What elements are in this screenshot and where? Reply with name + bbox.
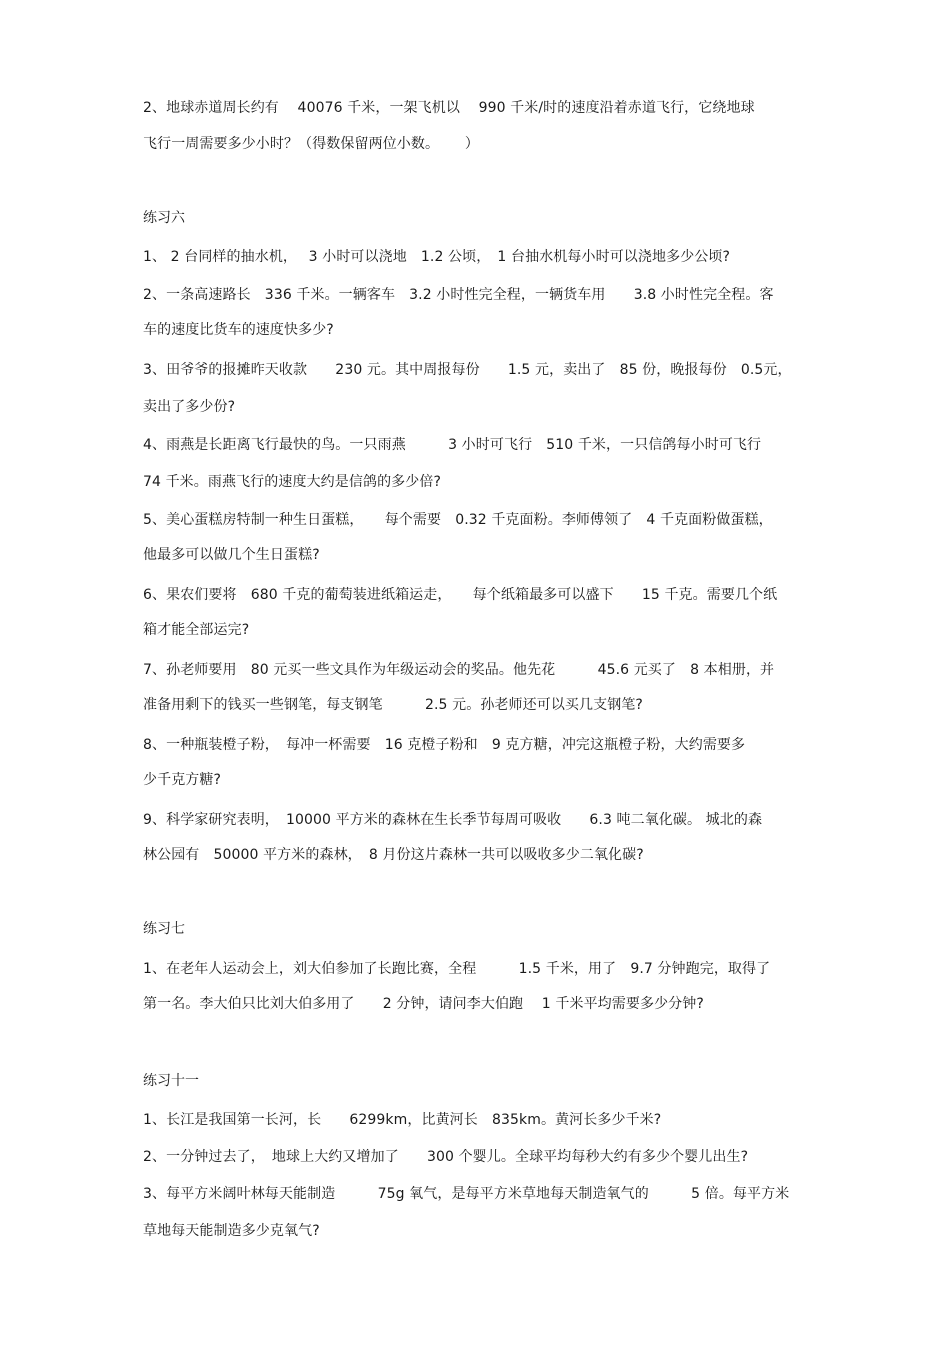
problem-line: 少千克方糖? <box>143 772 222 788</box>
problem-line: 5、美心蛋糕房特制一种生日蛋糕， 每个需要 0.32 千克面粉。李师傅领了 4 千克面粉做蛋糕， <box>143 512 773 528</box>
problem-line: 卖出了多少份? <box>143 399 236 415</box>
problem-line: 2、一分钟过去了， 地球上大约又增加了 300 个婴儿。全球平均每秒大约有多少个婴儿出生? <box>143 1149 749 1165</box>
problem-line: 8、一种瓶装橙子粉， 每冲一杯需要 16 克橙子粉和 9 克方糖，冲完这瓶橙子粉，大约需要多 <box>143 737 746 753</box>
problem-line: 他最多可以做几个生日蛋糕? <box>143 547 320 563</box>
problem-line: 74 千米。雨燕飞行的速度大约是信鸽的多少倍? <box>143 474 441 490</box>
problem-line: 第一名。李大伯只比刘大伯多用了 2 分钟，请问李大伯跑 1 千米平均需要多少分钟? <box>143 996 704 1012</box>
problem-line: 3、每平方米阔叶林每天能制造 75g 氧气，是每平方米草地每天制造氧气的 5 倍。每平方米 <box>143 1186 790 1202</box>
problem-line: 草地每天能制造多少克氧气? <box>143 1223 320 1239</box>
problem-line: 车的速度比货车的速度快多少? <box>143 322 334 338</box>
problem-line: 9、科学家研究表明， 10000 平方米的森林在生长季节每周可吸收 6.3 吨二氧化碳。 城北的森 <box>143 812 763 828</box>
section-heading-7: 练习七 <box>143 921 185 937</box>
problem-line: 林公园有 50000 平方米的森林， 8 月份这片森林一共可以吸收多少二氧化碳? <box>143 847 644 863</box>
problem-line: 2、一条高速路长 336 千米。一辆客车 3.2 小时性完全程，一辆货车用 3.8 小时性完全程。客 <box>143 287 774 303</box>
problem-line: 3、田爷爷的报摊昨天收款 230 元。其中周报每份 1.5 元，卖出了 85 份，晚报每份 0.5元， <box>143 362 792 378</box>
section-heading-11: 练习十一 <box>143 1073 199 1089</box>
problem-line: 1、 2 台同样的抽水机， 3 小时可以浇地 1.2 公顷， 1 台抽水机每小时可以浇地多少公顷? <box>143 249 731 265</box>
problem-line: 箱才能全部运完? <box>143 622 250 638</box>
problem-line: 1、长江是我国第一长河，长 6299km，比黄河长 835km。黄河长多少千米? <box>143 1112 662 1128</box>
section-heading-6: 练习六 <box>143 210 185 226</box>
problem-line: 6、果农们要将 680 千克的葡萄装进纸箱运走， 每个纸箱最多可以盛下 15 千克。需要几个纸 <box>143 587 778 603</box>
problem-line: 7、孙老师要用 80 元买一些文具作为年级运动会的奖品。他先花 45.6 元买了 8 本相册，并 <box>143 662 775 678</box>
text-line: 2、地球赤道周长约有 40076 千米，一架飞机以 990 千米/时的速度沿着赤道飞行，它绕地球 <box>143 100 755 116</box>
problem-line: 4、雨燕是长距离飞行最快的鸟。一只雨燕 3 小时可飞行 510 千米，一只信鸽每小时可飞行 <box>143 437 762 453</box>
problem-line: 1、在老年人运动会上，刘大伯参加了长跑比赛，全程 1.5 千米，用了 9.7 分钟跑完，取得了 <box>143 961 771 977</box>
text-line: 飞行一周需要多少小时？（得数保留两位小数。 ） <box>143 136 479 152</box>
problem-line: 准备用剩下的钱买一些钢笔，每支钢笔 2.5 元。孙老师还可以买几支钢笔? <box>143 697 643 713</box>
